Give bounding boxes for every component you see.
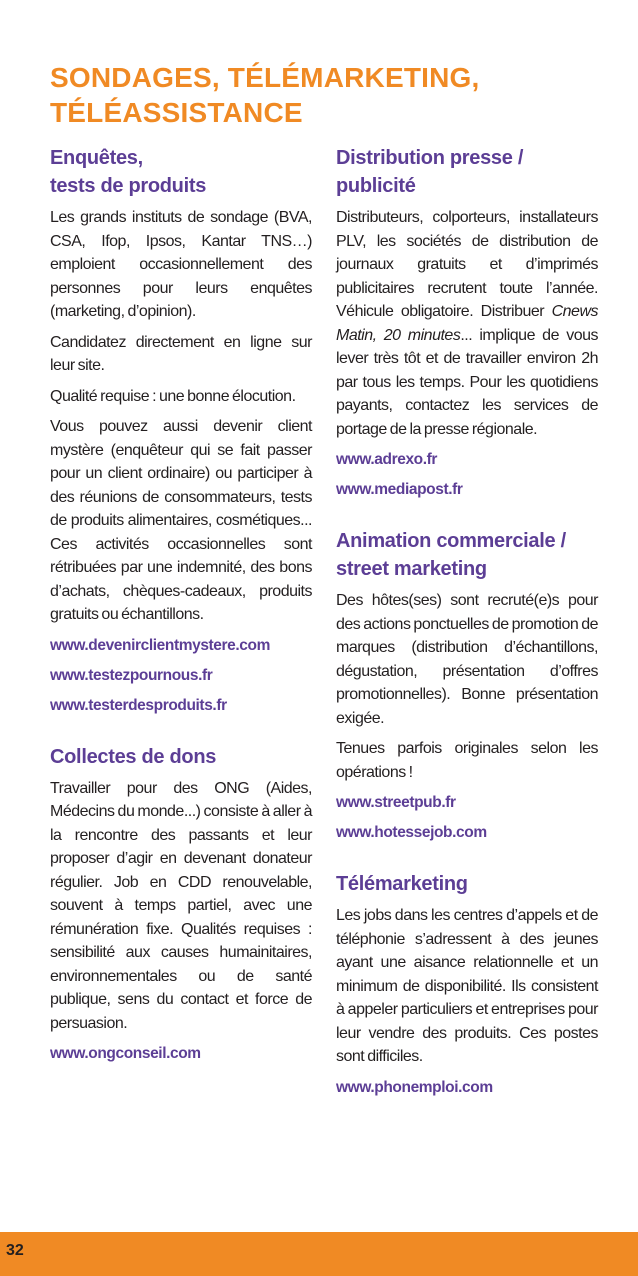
link-devenirclientmystere[interactable]: www.devenirclientmystere.com — [50, 636, 270, 654]
heading-line: Distribution presse / — [336, 147, 524, 169]
link-ongconseil[interactable]: www.ongconseil.com — [50, 1045, 201, 1062]
link-testezpournous[interactable]: www.testezpournous.fr — [50, 666, 213, 684]
paragraph: Candidatez directement en ligne sur leur site. — [50, 333, 312, 374]
section-heading — [336, 527, 598, 583]
heading-line: Télémarketing — [336, 873, 468, 895]
paragraph: Les grands instituts de sondage (BVA, CSA, Ifop, Ipsos, Kantar TNS…) emploient occasionnellement des personnes pour leurs enquêtes (marketing, d’opinion). — [50, 209, 312, 320]
link-streetpub[interactable]: www.streetpub.fr — [336, 794, 456, 811]
page-title-line: TÉLÉASSISTANCE — [50, 97, 303, 128]
section-heading — [50, 743, 312, 771]
paragraph-text: Distributeurs, colporteurs, installateurs PLV, les sociétés de distribution de journaux gratuits et d’imprimés publicitaires recrutent toute l’année. Véhicule obligatoire. Distribuer — [336, 209, 598, 320]
heading-line: tests de produits — [50, 175, 207, 197]
paragraph: Tenues parfois originales selon les opérations ! — [336, 740, 598, 781]
newspaper-titles: Cnews Matin, 20 minutes — [336, 303, 598, 344]
section-distribution — [336, 144, 598, 501]
paragraph: Les jobs dans les centres d’appels et de téléphonie s’adressent à des jeunes ayant une aisance relationnelle et un minimum de disponibilité. Ils consistent à appeler particuliers et entreprises pour leur vendre des produits. Ces postes sont difficiles. — [336, 907, 598, 1065]
heading-line: street marketing — [336, 558, 487, 580]
paragraph — [336, 206, 598, 441]
footer-bar — [0, 1232, 638, 1276]
link-adrexo[interactable]: www.adrexo.fr — [336, 451, 438, 468]
paragraph: Travailler pour des ONG (Aides, Médecins du monde...) consiste à aller à la rencontre des passants et leur proposer d’agir en devenant donateur régulier. Job en CDD renouvelable, souvent à temps partiel, avec une rémunération fixe. Qualités requises : sensibilité aux causes humainitaires, environnementales ou de santé publique, sens du contact et force de persuasion. — [50, 779, 312, 1032]
paragraph: Qualité requise : une bonne élocution. — [50, 387, 296, 405]
section-heading — [336, 144, 598, 200]
paragraph-text: ... implique de vous lever très tôt et de travailler environ 2h par tous les temps. Pour les quotidiens payants, contactez les services de portage de la presse régionale. — [336, 326, 598, 438]
paragraph: Des hôtes(ses) sont recruté(e)s pour des actions ponctuelles de promotion de marques (distribution d’échantillons, dégustation, présentation d’offres promotionnelles). Bonne présentation exigée. — [336, 592, 598, 727]
heading-line: Enquêtes, — [50, 147, 143, 169]
page-title-line: SONDAGES, TÉLÉMARKETING, — [50, 62, 480, 93]
link-hotessejob[interactable]: www.hotessejob.com — [336, 824, 487, 841]
link-phonemploi[interactable]: www.phonemploi.com — [336, 1078, 493, 1096]
section-heading — [336, 870, 598, 898]
link-testerdesproduits[interactable]: www.testerdesproduits.fr — [50, 696, 227, 714]
section-heading — [50, 144, 312, 200]
section-telemarketing — [336, 870, 598, 1099]
heading-line: Collectes de dons — [50, 745, 217, 768]
left-column — [50, 144, 312, 1072]
page-title — [50, 60, 610, 130]
heading-line: Animation commerciale / — [336, 530, 566, 552]
right-column — [336, 144, 598, 1106]
section-collectes — [50, 743, 312, 1066]
paragraph: Vous pouvez aussi devenir client mystère (enquêteur qui se fait passer pour un client ordinaire) ou participer à des réunions de consommateurs, tests de produits alimentaires, cosmétiques... Ces activités occasionnelles sont rétribuées par une indemnité, des bons d’achats, chèques-cadeaux, produits gratuits ou échantillons. — [50, 418, 312, 623]
section-enquetes — [50, 144, 312, 717]
section-animation — [336, 527, 598, 844]
heading-line: publicité — [336, 175, 416, 197]
page-number: 32 — [6, 1242, 24, 1259]
link-mediapost[interactable]: www.mediapost.fr — [336, 481, 463, 498]
